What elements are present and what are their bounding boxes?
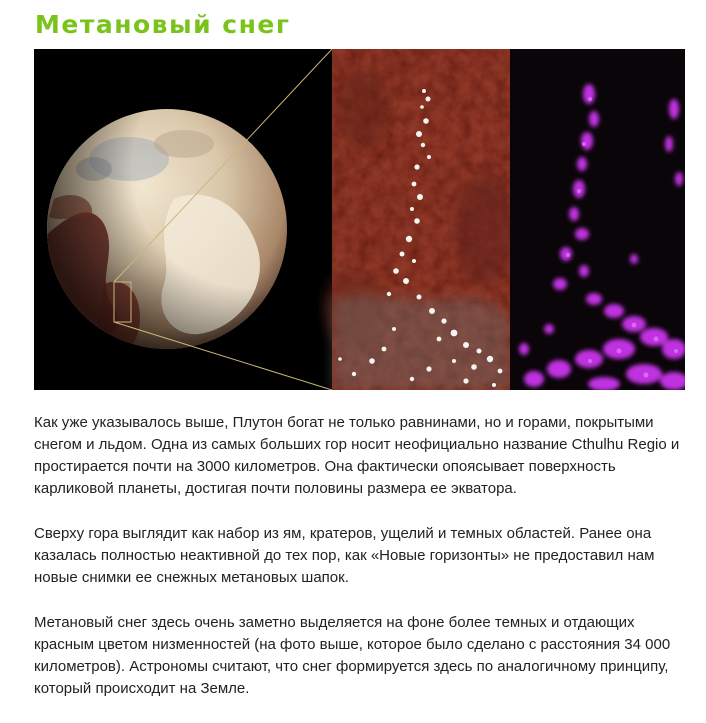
article-title: Метановый снег bbox=[35, 10, 291, 39]
methane-map-image bbox=[510, 49, 685, 390]
paragraph-1: Как уже указывалось выше, Плутон богат не только равнинами, но и горами, покрытыми снегом и льдом. Одна из самых больших гор носит неофициально название Cthulhu Regio и простирается почти на 3000 километров. Она фактически опоясывает поверхность карликовой планеты, достигая почти половины размера ее экватора. bbox=[34, 414, 680, 497]
article-body bbox=[34, 412, 694, 723]
paragraph-3: Метановый снег здесь очень заметно выделяется на фоне более темных и отдающих красным цветом низменностей (на фото выше, которое было сделано с расстояния 34 000 километров). Астрономы считают, что снег формируется здесь по аналогичному принципу, который происходит на Земле. bbox=[34, 614, 671, 697]
pluto-figure bbox=[34, 49, 685, 390]
pluto-globe-image bbox=[34, 49, 334, 390]
color-closeup-image bbox=[324, 49, 514, 390]
paragraph-2: Сверху гора выглядит как набор из ям, кратеров, ущелий и темных областей. Ранее она казалась полностью неактивной до тех пор, как «Новые горизонты» не предоставил нам новые снимки ее снежных метановых шапок. bbox=[34, 525, 655, 586]
figure-svg bbox=[34, 49, 685, 390]
